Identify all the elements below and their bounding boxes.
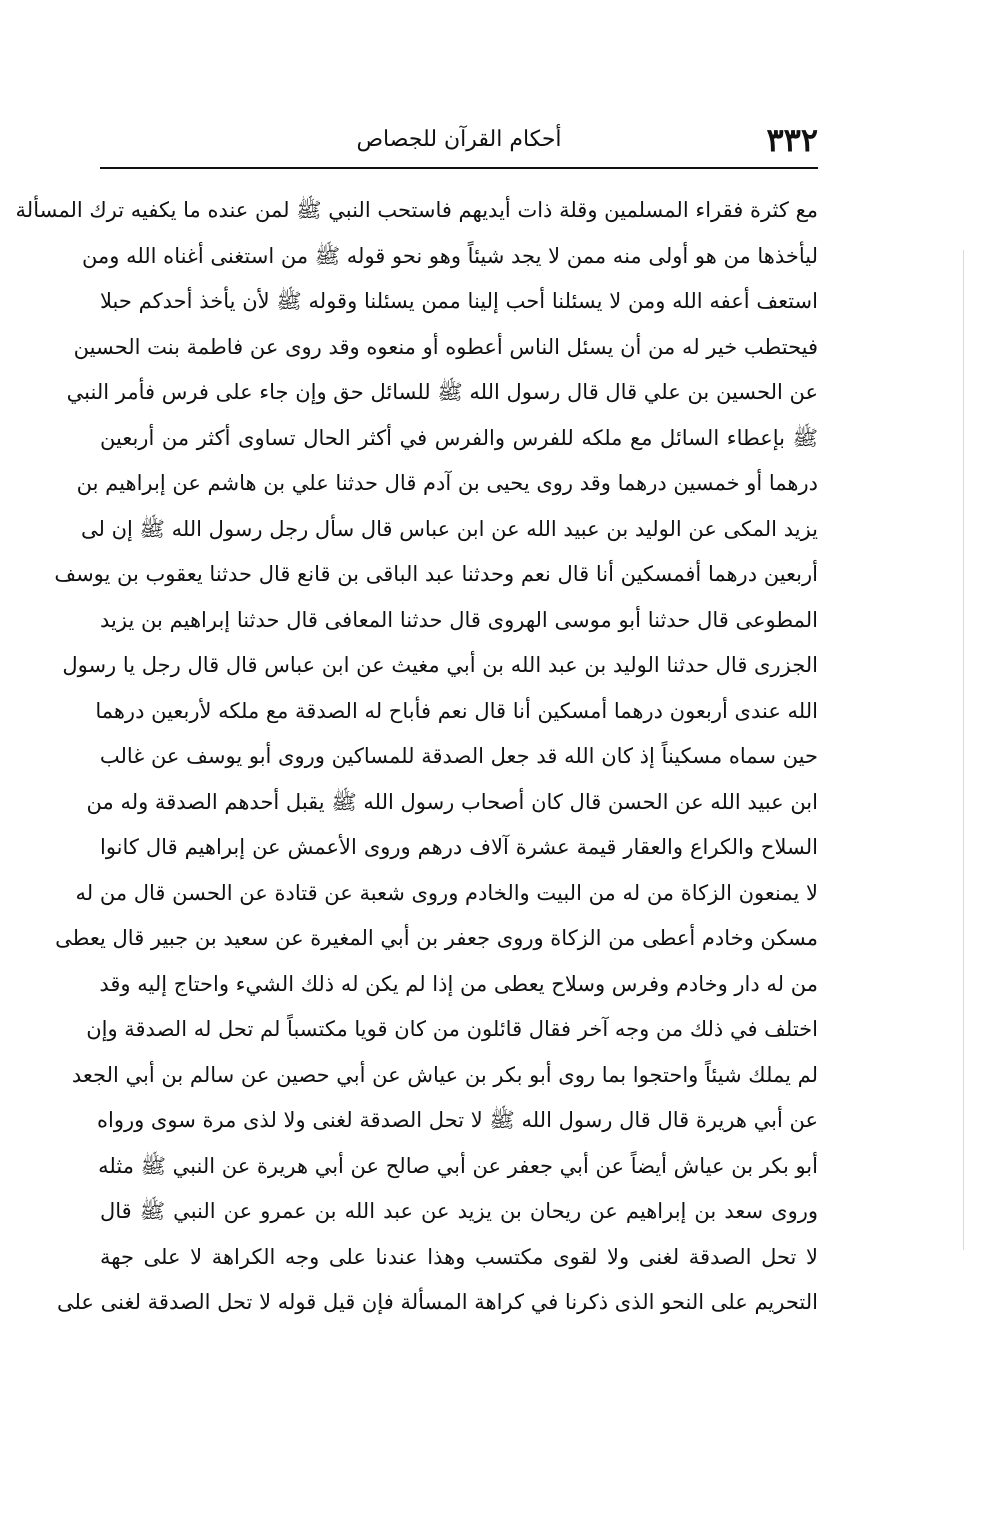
text-line: لم يملك شيئاً واحتجوا بما روى أبو بكر بن عياش عن أبي حصين عن سالم بن أبي الجعد (71, 1062, 818, 1087)
text-line: ابن عبيد الله عن الحسن قال كان أصحاب رسول الله ﷺ يقبل أحدهم الصدقة وله من (86, 789, 818, 814)
text-line: لا يمنعون الزكاة من له من البيت والخادم وروى شعبة عن قتادة عن الحسن قال من له (75, 880, 818, 905)
text-line: استعف أعفه الله ومن لا يسئلنا أحب إلينا ممن يسئلنا وقوله ﷺ لأن يأخذ أحدكم حبلا (100, 289, 818, 313)
header-divider (100, 167, 818, 169)
text-line: السلاح والكراع والعقار قيمة عشرة آلاف درهم وروى الأعمش عن إبراهيم قال كانوا (100, 835, 818, 859)
running-title: أحكام القرآن للجصاص (356, 127, 562, 152)
text-line: مسكن وخادم أعطى من الزكاة وروى جعفر بن أبي المغيرة عن سعيد بن جبير قال يعطى (55, 926, 818, 950)
page-number: ٣٣٢ (766, 121, 818, 159)
text-line: عن أبي هريرة قال قال رسول الله ﷺ لا تحل الصدقة لغنى ولا لذى مرة سوى ورواه (96, 1108, 818, 1132)
text-line: لا تحل الصدقة لغنى ولا لقوى مكتسب وهذا عندنا على وجه الكراهة لا على جهة (100, 1244, 818, 1269)
text-line: يزيد المكى عن الوليد بن عبيد الله عن ابن عباس قال سأل رجل رسول الله ﷺ إن لى (81, 516, 818, 541)
text-line: وروى سعد بن إبراهيم عن ريحان بن يزيد عن عبد الله بن عمرو عن النبي ﷺ قال (100, 1199, 818, 1223)
text-line: أبو بكر بن عياش أيضاً عن أبي جعفر عن أبي صالح عن أبي هريرة عن النبي ﷺ مثله (98, 1153, 818, 1178)
scan-edge-line (963, 250, 964, 1250)
text-line: مع كثرة فقراء المسلمين وقلة ذات أيديهم فاستحب النبي ﷺ لمن عنده ما يكفيه ترك المسألة (15, 198, 818, 222)
text-line: المطوعى قال حدثنا أبو موسى الهروى قال حدثنا المعافى قال حدثنا إبراهيم بن يزيد (100, 607, 818, 632)
text-line: الجزرى قال حدثنا الوليد بن عبد الله بن أبي مغيث عن ابن عباس قال قال رجل يا رسول (62, 653, 818, 677)
text-line: من له دار وخادم وفرس وسلاح يعطى من إذا لم يكن له ذلك الشيء واحتاج إليه وقد (99, 971, 818, 996)
text-line: الله عندى أربعون درهما أمسكين أنا قال نعم فأباح له الصدقة مع ملكه لأربعين درهما (95, 698, 818, 723)
text-line: التحريم على النحو الذى ذكرنا في كراهة المسألة فإن قيل قوله لا تحل الصدقة لغنى على (56, 1290, 818, 1314)
text-line: حين سماه مسكيناً إذ كان الله قد جعل الصدقة للمساكين وروى أبو يوسف عن غالب (99, 744, 818, 768)
body-text (15, 188, 818, 1326)
text-line: عن الحسين بن علي قال قال رسول الله ﷺ للسائل حق وإن جاء على فرس فأمر النبي (66, 380, 818, 404)
text-line: فيحتطب خير له من أن يسئل الناس أعطوه أو منعوه وقد روى عن فاطمة بنت الحسين (73, 334, 818, 359)
text-line: اختلف في ذلك من وجه آخر فقال قائلون من كان قويا مكتسباً لم تحل له الصدقة وإن (86, 1017, 818, 1041)
text-line: أربعين درهما أفمسكين أنا قال نعم وحدثنا عبد الباقى بن قانع قال حدثنا يعقوب بن يوسف (54, 562, 818, 586)
running-header (100, 118, 818, 166)
text-line: درهما أو خمسين درهما وقد روى يحيى بن آدم قال حدثنا علي بن هاشم عن إبراهيم بن (76, 471, 818, 495)
text-line: ليأخذها من هو أولى منه ممن لا يجد شيئاً وهو نحو قوله ﷺ من استغنى أغناه الله ومن (82, 243, 818, 268)
text-line: ﷺ بإعطاء السائل مع ملكه للفرس والفرس في أكثر الحال تساوى أكثر من أربعين (100, 425, 818, 450)
